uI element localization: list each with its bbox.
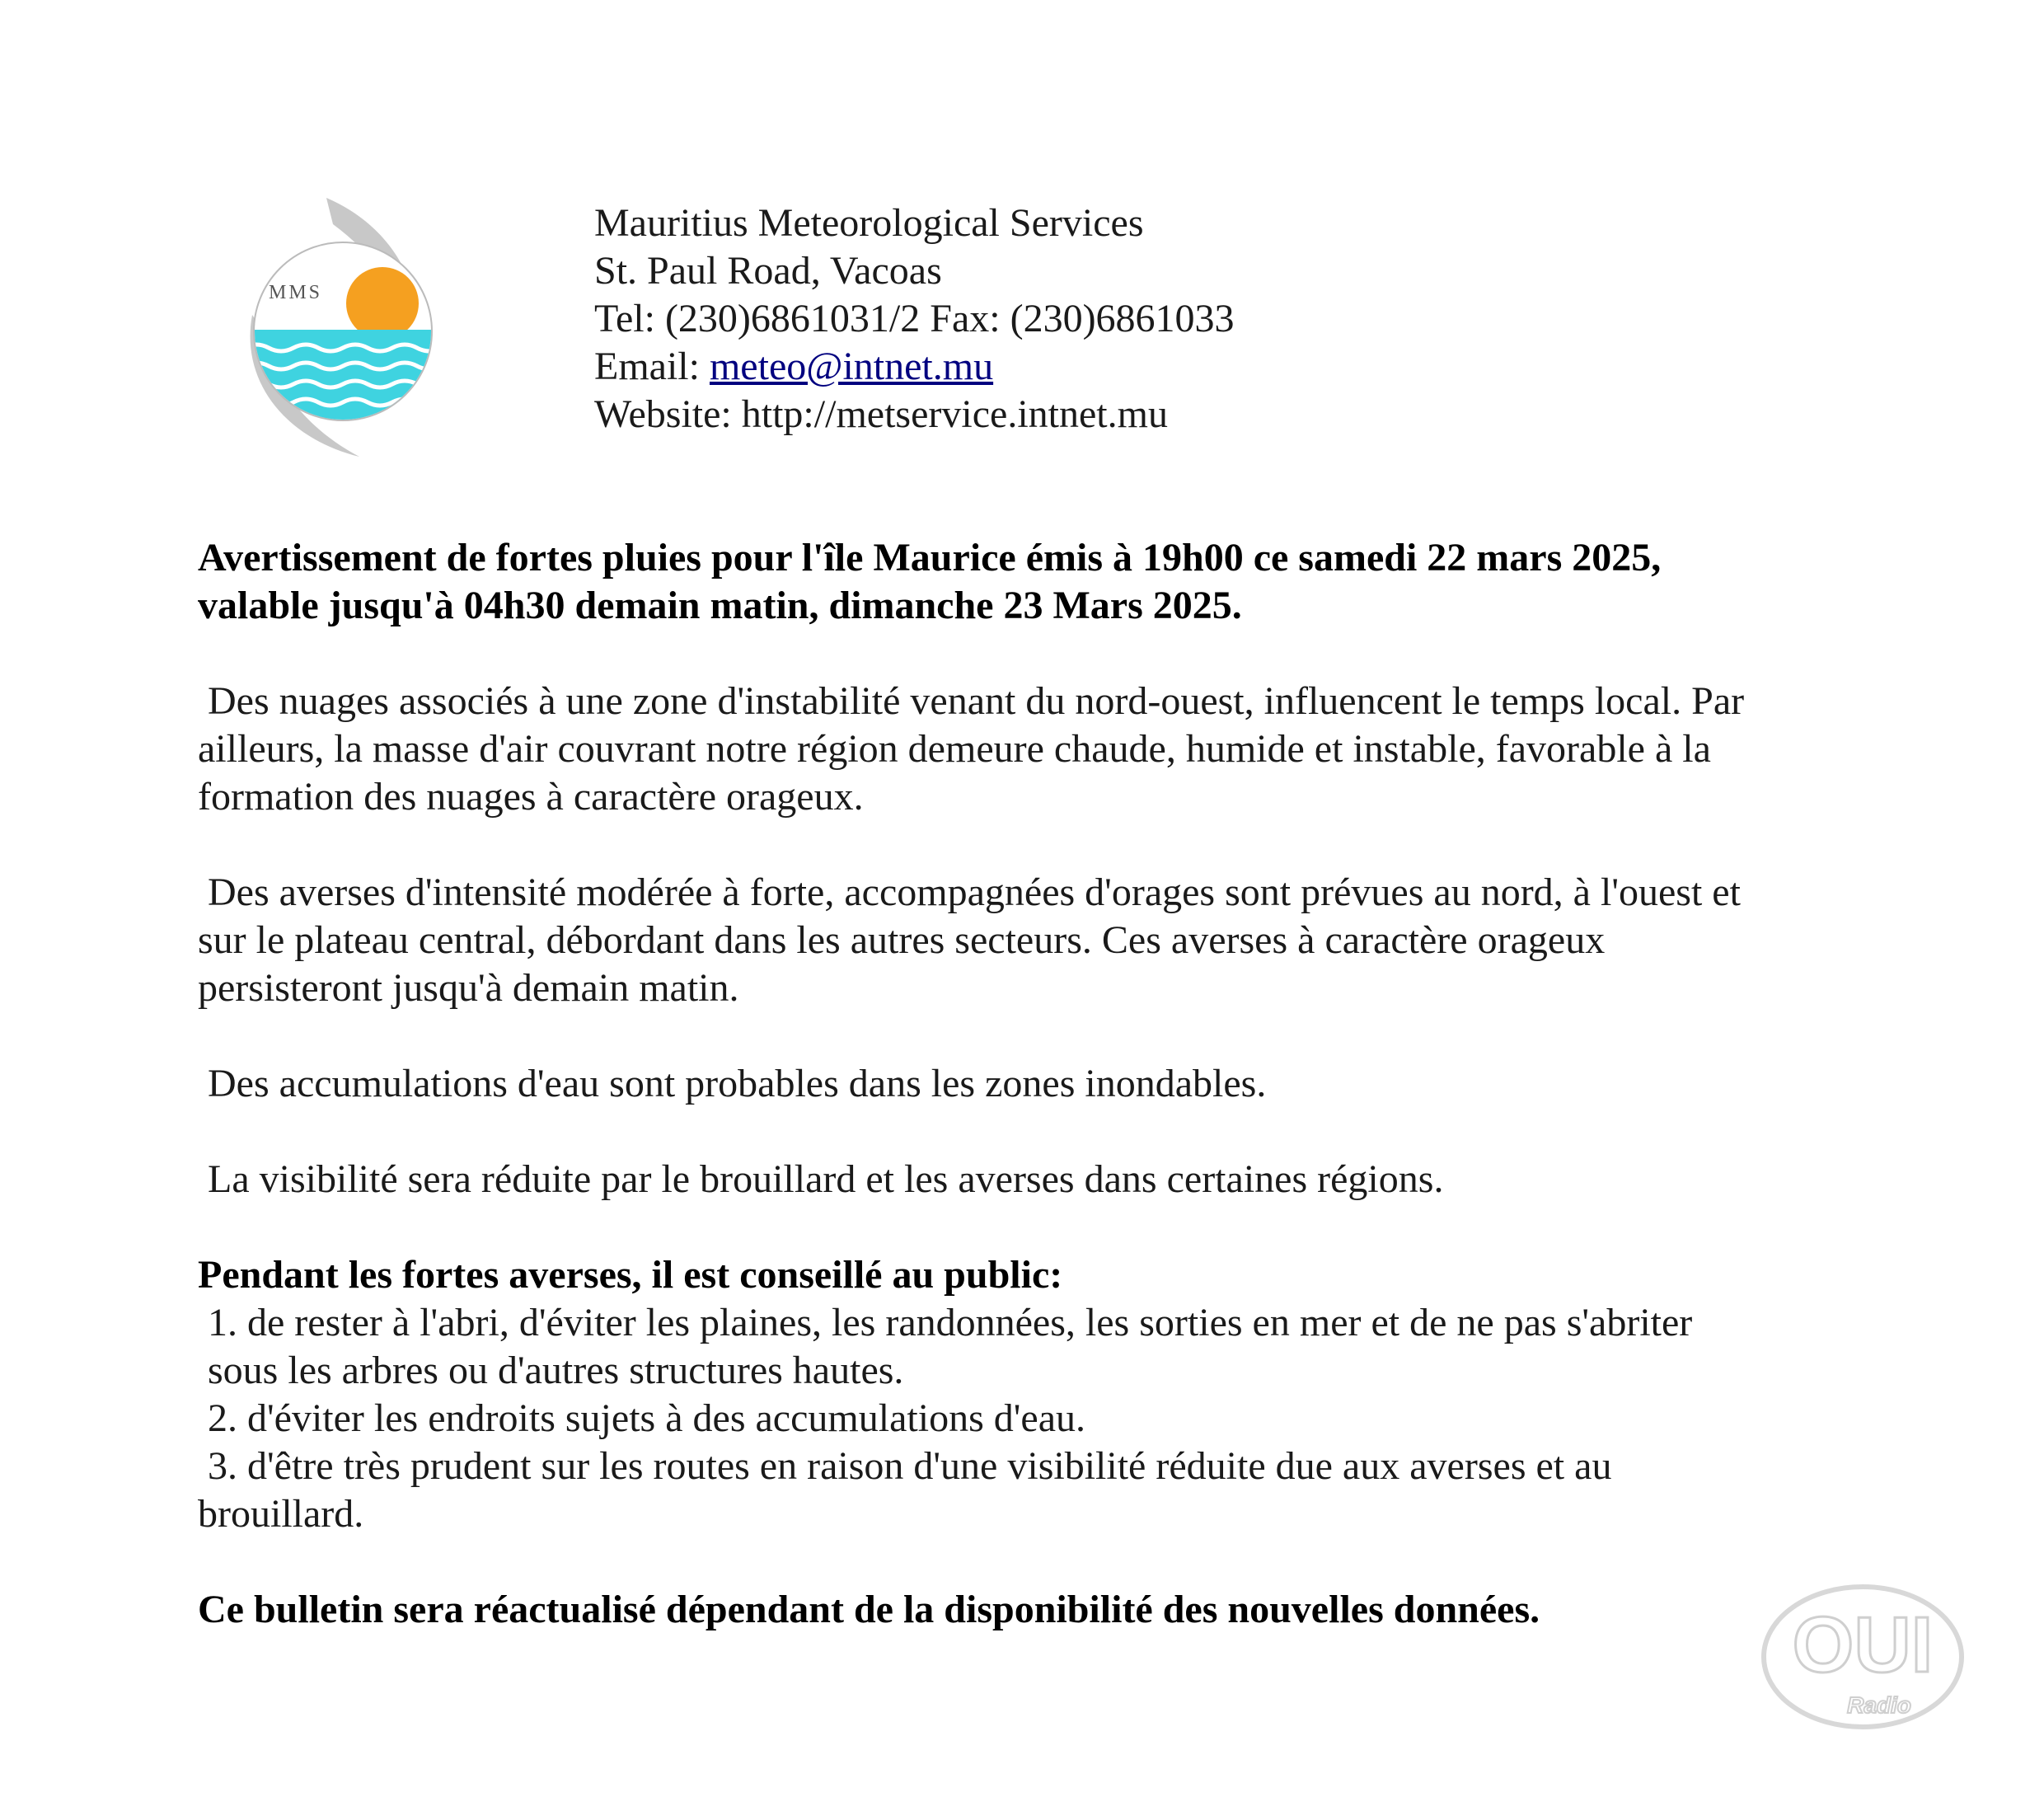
email-label: Email: xyxy=(594,345,710,388)
paragraph-2-line-1: Des averses d'intensité modérée à forte, accompagnées d'orages sont prévues au nord, à l'ouest et xyxy=(198,870,1741,914)
paragraph-1-line-3: formation des nuages à caractère orageux. xyxy=(198,775,864,819)
org-address: St. Paul Road, Vacoas xyxy=(594,249,942,293)
paragraph-2-line-3: persisteront jusqu'à demain matin. xyxy=(198,966,739,1010)
watermark-sub-text: Radio xyxy=(1847,1692,1911,1718)
bulletin-title-line-1: Avertissement de fortes pluies pour l'île Maurice émis à 19h00 ce samedi 22 mars 2025, xyxy=(198,536,1662,579)
watermark-main-text: OUI xyxy=(1792,1601,1934,1689)
bulletin-body xyxy=(198,534,1846,1634)
paragraph-3: Des accumulations d'eau sont probables dans les zones inondables. xyxy=(198,1062,1267,1105)
paragraph-1-line-1: Des nuages associés à une zone d'instabilité venant du nord-ouest, influencent le temps local. Par xyxy=(198,679,1745,723)
logo-text: MMS xyxy=(269,282,323,303)
paragraph-4: La visibilité sera réduite par le brouillard et les averses dans certaines régions. xyxy=(198,1157,1444,1201)
advice-item-3-line-2: brouillard. xyxy=(198,1492,364,1536)
org-name: Mauritius Meteorological Services xyxy=(594,201,1144,245)
paragraph-1-line-2: ailleurs, la masse d'air couvrant notre région demeure chaude, humide et instable, favorable à la xyxy=(198,727,1711,771)
bulletin-footer: Ce bulletin sera réactualisé dépendant de la disponibilité des nouvelles données. xyxy=(198,1588,1540,1631)
advice-title: Pendant les fortes averses, il est conseillé au public: xyxy=(198,1253,1063,1297)
advice-item-1-line-2: sous les arbres ou d'autres structures hautes. xyxy=(198,1349,904,1392)
org-tel-fax: Tel: (230)6861031/2 Fax: (230)6861033 xyxy=(594,297,1235,340)
advice-item-1-line-1: 1. de rester à l'abri, d'éviter les plaines, les randonnées, les sorties en mer et de ne pas s'abriter xyxy=(198,1301,1693,1344)
logo-sun xyxy=(346,267,419,340)
bulletin-title-line-2: valable jusqu'à 04h30 demain matin, dimanche 23 Mars 2025. xyxy=(198,584,1242,627)
oui-radio-watermark xyxy=(1756,1574,1970,1739)
paragraph-2-line-2: sur le plateau central, débordant dans les autres secteurs. Ces averses à caractère orageux xyxy=(198,918,1606,962)
advice-item-3-line-1: 3. d'être très prudent sur les routes en raison d'une visibilité réduite due aux averses et au xyxy=(198,1444,1612,1488)
mms-logo xyxy=(244,191,442,463)
org-website: Website: http://metservice.intnet.mu xyxy=(594,392,1168,436)
contact-header xyxy=(594,199,1235,439)
advice-item-2: 2. d'éviter les endroits sujets à des accumulations d'eau. xyxy=(198,1396,1085,1440)
org-email-line xyxy=(594,343,1235,391)
email-link[interactable]: meteo@intnet.mu xyxy=(709,345,994,388)
